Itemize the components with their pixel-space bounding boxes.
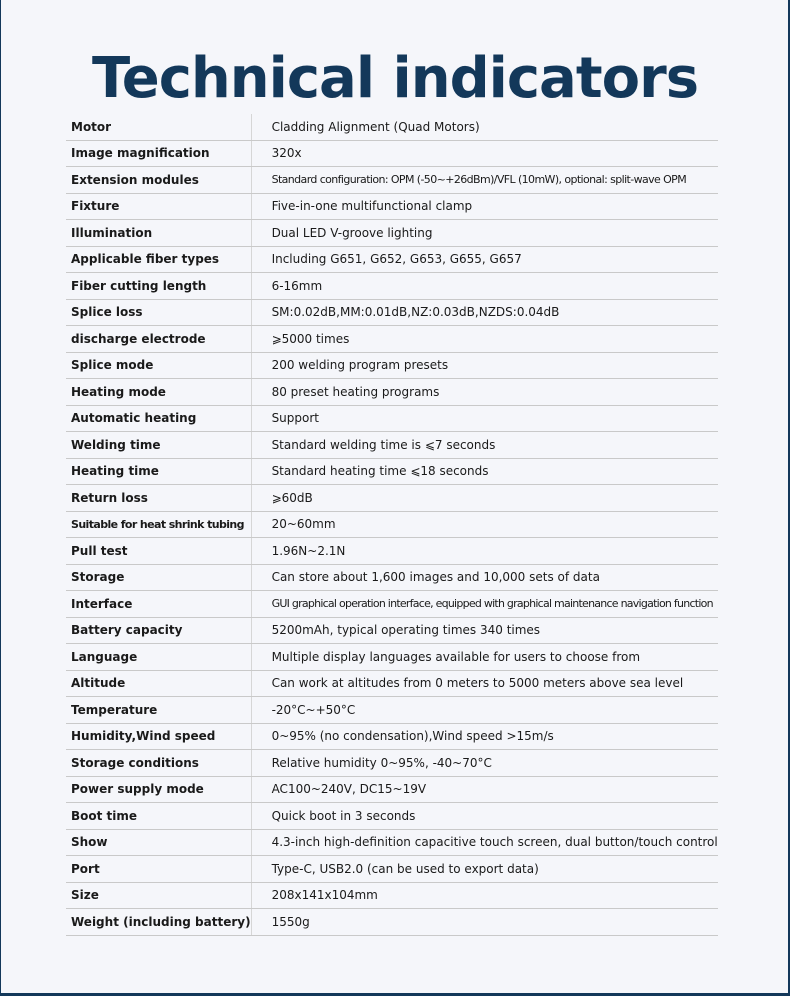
table-row bbox=[66, 617, 718, 644]
spec-label: Pull test bbox=[66, 538, 251, 565]
table-row bbox=[66, 140, 718, 167]
spec-value: Quick boot in 3 seconds bbox=[251, 803, 718, 830]
spec-value: 5200mAh, typical operating times 340 times bbox=[251, 617, 718, 644]
spec-label: Fixture bbox=[66, 193, 251, 220]
spec-label: Splice mode bbox=[66, 352, 251, 379]
spec-label: Interface bbox=[66, 591, 251, 618]
table-row bbox=[66, 856, 718, 883]
spec-label: Suitable for heat shrink tubing bbox=[66, 511, 251, 538]
spec-label: Extension modules bbox=[66, 167, 251, 194]
spec-label: Return loss bbox=[66, 485, 251, 512]
table-row bbox=[66, 776, 718, 803]
spec-label: Image magnification bbox=[66, 140, 251, 167]
spec-value: 4.3-inch high-definition capacitive touch screen, dual button/touch control bbox=[251, 829, 718, 856]
spec-value: Type-C, USB2.0 (can be used to export data) bbox=[251, 856, 718, 883]
spec-label: Automatic heating bbox=[66, 405, 251, 432]
spec-table-body bbox=[66, 114, 718, 935]
spec-value: Support bbox=[251, 405, 718, 432]
spec-value: Multiple display languages available for users to choose from bbox=[251, 644, 718, 671]
spec-label: Size bbox=[66, 882, 251, 909]
left-border bbox=[0, 0, 1, 996]
table-row bbox=[66, 220, 718, 247]
spec-label: discharge electrode bbox=[66, 326, 251, 353]
spec-value: AC100~240V, DC15~19V bbox=[251, 776, 718, 803]
spec-label: Show bbox=[66, 829, 251, 856]
spec-value: Standard configuration: OPM (-50~+26dBm)/VFL (10mW), optional: split-wave OPM bbox=[251, 167, 718, 194]
table-row bbox=[66, 326, 718, 353]
spec-label: Heating time bbox=[66, 458, 251, 485]
spec-label: Boot time bbox=[66, 803, 251, 830]
table-row bbox=[66, 485, 718, 512]
spec-value: Standard welding time is ⩽7 seconds bbox=[251, 432, 718, 459]
spec-value: 1.96N~2.1N bbox=[251, 538, 718, 565]
table-row bbox=[66, 750, 718, 777]
spec-value: Can store about 1,600 images and 10,000 sets of data bbox=[251, 564, 718, 591]
spec-label: Battery capacity bbox=[66, 617, 251, 644]
table-row bbox=[66, 167, 718, 194]
table-row bbox=[66, 193, 718, 220]
spec-label: Language bbox=[66, 644, 251, 671]
table-row bbox=[66, 803, 718, 830]
spec-table bbox=[66, 114, 718, 936]
spec-value: 0~95% (no condensation),Wind speed >15m/s bbox=[251, 723, 718, 750]
table-row bbox=[66, 246, 718, 273]
table-row bbox=[66, 670, 718, 697]
table-row bbox=[66, 432, 718, 459]
spec-label: Altitude bbox=[66, 670, 251, 697]
spec-value: 1550g bbox=[251, 909, 718, 936]
spec-value: GUI graphical operation interface, equipped with graphical maintenance navigation function bbox=[251, 591, 718, 618]
table-row bbox=[66, 723, 718, 750]
table-row bbox=[66, 591, 718, 618]
spec-label: Heating mode bbox=[66, 379, 251, 406]
spec-value: ⩾60dB bbox=[251, 485, 718, 512]
spec-label: Weight (including battery) bbox=[66, 909, 251, 936]
spec-value: 200 welding program presets bbox=[251, 352, 718, 379]
spec-value: Dual LED V-groove lighting bbox=[251, 220, 718, 247]
table-row bbox=[66, 697, 718, 724]
spec-value: 208x141x104mm bbox=[251, 882, 718, 909]
spec-label: Port bbox=[66, 856, 251, 883]
spec-label: Splice loss bbox=[66, 299, 251, 326]
spec-value: 80 preset heating programs bbox=[251, 379, 718, 406]
table-row bbox=[66, 882, 718, 909]
table-row bbox=[66, 114, 718, 140]
spec-value: Five-in-one multifunctional clamp bbox=[251, 193, 718, 220]
table-row bbox=[66, 909, 718, 936]
table-row bbox=[66, 299, 718, 326]
table-row bbox=[66, 405, 718, 432]
table-row bbox=[66, 644, 718, 671]
table-row bbox=[66, 564, 718, 591]
spec-label: Motor bbox=[66, 114, 251, 140]
spec-value: 6-16mm bbox=[251, 273, 718, 300]
spec-label: Power supply mode bbox=[66, 776, 251, 803]
table-row bbox=[66, 538, 718, 565]
spec-label: Storage conditions bbox=[66, 750, 251, 777]
spec-label: Applicable fiber types bbox=[66, 246, 251, 273]
spec-value: Relative humidity 0~95%, -40~70°C bbox=[251, 750, 718, 777]
spec-label: Fiber cutting length bbox=[66, 273, 251, 300]
spec-value: 320x bbox=[251, 140, 718, 167]
table-row bbox=[66, 352, 718, 379]
spec-value: ⩾5000 times bbox=[251, 326, 718, 353]
spec-value: Cladding Alignment (Quad Motors) bbox=[251, 114, 718, 140]
spec-label: Humidity,Wind speed bbox=[66, 723, 251, 750]
spec-value: Standard heating time ⩽18 seconds bbox=[251, 458, 718, 485]
table-row bbox=[66, 511, 718, 538]
spec-label: Storage bbox=[66, 564, 251, 591]
spec-value: SM:0.02dB,MM:0.01dB,NZ:0.03dB,NZDS:0.04dB bbox=[251, 299, 718, 326]
spec-label: Illumination bbox=[66, 220, 251, 247]
table-row bbox=[66, 273, 718, 300]
spec-value: Can work at altitudes from 0 meters to 5000 meters above sea level bbox=[251, 670, 718, 697]
spec-value: Including G651, G652, G653, G655, G657 bbox=[251, 246, 718, 273]
table-row bbox=[66, 458, 718, 485]
spec-value: 20~60mm bbox=[251, 511, 718, 538]
page-title: Technical indicators bbox=[91, 45, 699, 111]
spec-value: -20°C~+50°C bbox=[251, 697, 718, 724]
spec-label: Welding time bbox=[66, 432, 251, 459]
table-row bbox=[66, 829, 718, 856]
spec-label: Temperature bbox=[66, 697, 251, 724]
table-row bbox=[66, 379, 718, 406]
